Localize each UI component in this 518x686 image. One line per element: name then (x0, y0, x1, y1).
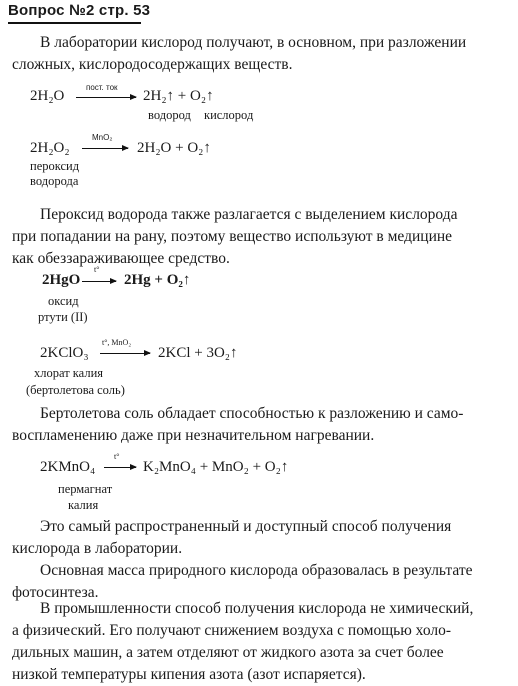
product-label-hydrogen: водород (148, 108, 191, 122)
page-header: Вопрос №2 стр. 53 (8, 2, 151, 19)
paragraph-line: сложных, кислородосодержащих веществ. (12, 56, 293, 73)
reaction-arrow (76, 97, 136, 98)
reaction-reactant: 2H₂O (30, 88, 65, 104)
reactant-label: пермагнат (58, 482, 113, 496)
paragraph-line: дильных машин, а затем отделяют от жидкого азота за счет более (12, 644, 444, 661)
paragraph-line: воспламенению даже при незначительном нагревании. (12, 427, 375, 444)
paragraph-line: Это самый распространенный и доступный способ получения (40, 518, 452, 535)
reactant-label: (бертолетова соль) (26, 383, 125, 397)
reaction-product: K₂MnO₄ + MnO₂ + O₂↑ (143, 459, 289, 475)
reaction-product: 2H₂O + O₂↑ (137, 140, 211, 156)
reaction-condition: пост. ток (86, 83, 118, 92)
reaction-product: 2H₂↑ + O₂↑ (143, 88, 214, 104)
reaction-reactant: 2KMnO₄ (40, 459, 96, 475)
intro-paragraph (12, 32, 510, 76)
reactant-label: калия (68, 498, 99, 512)
reaction-product: 2Hg + O₂↑ (124, 272, 191, 288)
reaction-reactant: 2H₂O₂ (30, 140, 70, 156)
paragraph-line: а физический. Его получают снижением воздуха с помощью холо- (12, 622, 452, 639)
reaction-condition: t°, MnO₂ (102, 338, 132, 347)
reaction-arrow (104, 467, 136, 468)
reactant-label: пероксид (30, 159, 80, 173)
paragraph-line: при попадании на рану, поэтому вещество используют в медицине (12, 228, 453, 245)
reactant-label: оксид (48, 294, 79, 308)
paragraph-line: Основная масса природного кислорода образовалась в результате (40, 562, 473, 579)
reaction-arrow (82, 281, 116, 282)
reaction-condition: t° (94, 265, 100, 274)
bertholet-salt-paragraph (12, 403, 510, 447)
reaction-condition: MnO₂ (92, 133, 113, 142)
reaction-reactant: 2KClO₃ (40, 345, 89, 361)
paragraph-line: Пероксид водорода также разлагается с выделением кислорода (40, 206, 458, 223)
industrial-method-paragraph (12, 598, 510, 686)
reaction-product: 2KCl + 3O₂↑ (158, 345, 238, 361)
paragraph-line: как обеззараживающее средство. (12, 250, 230, 267)
reactant-label: ртути (II) (38, 310, 88, 324)
paragraph-line: кислорода в лаборатории. (12, 540, 183, 557)
reaction-arrow (82, 148, 128, 149)
paragraph-line: низкой температуры кипения азота (азот испаряется). (12, 666, 366, 683)
reaction-arrow (100, 353, 150, 354)
paragraph-line: В лаборатории кислород получают, в основном, при разложении (40, 34, 467, 51)
paragraph-line: Бертолетова соль обладает способностью к разложению и само- (40, 405, 464, 422)
reaction-condition: t° (114, 452, 120, 461)
paragraph-line: В промышленности способ получения кислорода не химический, (40, 600, 474, 617)
reactant-label: водорода (30, 174, 79, 188)
reactant-label: хлорат калия (34, 366, 104, 380)
paragraph-line: фотосинтеза. (12, 584, 99, 601)
common-method-paragraph (12, 516, 510, 560)
product-label-oxygen: кислород (204, 108, 254, 122)
reaction-reactant: 2HgO (42, 272, 81, 288)
header-underline (8, 22, 141, 24)
peroxide-paragraph (12, 204, 510, 270)
